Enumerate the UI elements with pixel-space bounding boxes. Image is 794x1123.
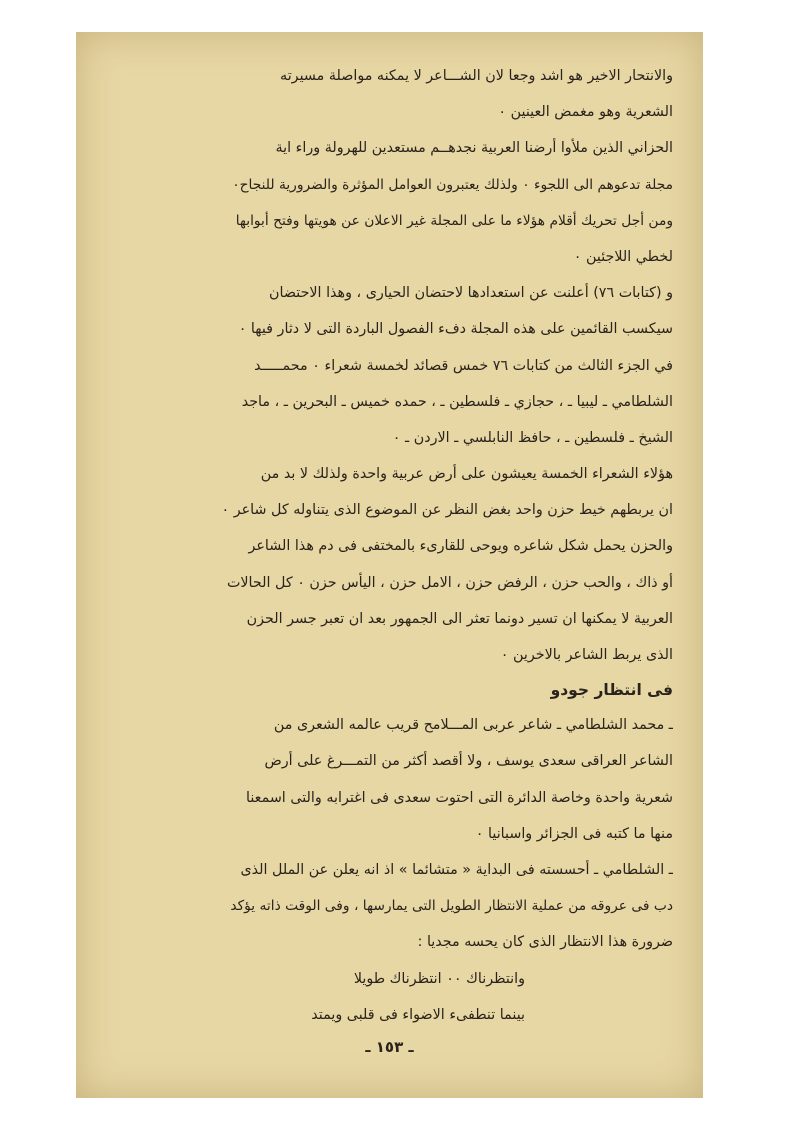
text-line: العربية لا يمكنها ان تسير دونما تعثر الى الجمهور بعد ان تعبر جسر الحزن — [246, 610, 673, 627]
body-text — [107, 58, 673, 1033]
text-line: منها ما كتبه فى الجزائر واسبانيا ٠ — [475, 825, 673, 842]
text-line: مجلة تدعوهم الى اللجوء ٠ ولذلك يعتبرون العوامل المؤثرة والضرورية للنجاح٠ — [232, 176, 673, 193]
text-line: هؤلاء الشعراء الخمسة يعيشون على أرض عربية واحدة ولذلك لا بد من — [260, 466, 673, 483]
text-line: ـ محمد الشلطامي ـ شاعر عربى المـــلامح قريب عالمه الشعرى من — [273, 717, 673, 734]
text-line: لخطي اللاجئين ٠ — [573, 248, 673, 265]
text-line: ضرورة هذا الانتظار الذى كان يحسه مجديا : — [417, 934, 673, 951]
text-line: الشعرية وهو مغمض العينين ٠ — [498, 104, 673, 121]
text-line: شعرية واحدة وخاصة الدائرة التى احتوت سعدى فى اغترابه والتى اسمعنا — [246, 789, 673, 806]
text-line: والحزن يحمل شكل شاعره ويوحى للقارىء بالمختفى فى دم هذا الشاعر — [248, 538, 673, 555]
poem-verse: وانتظرناك ٠٠ انتظرناك طويلا — [353, 970, 525, 987]
text-line: الشيخ ـ فلسطين ـ ، حافظ النابلسي ـ الاردن ـ ٠ — [392, 429, 673, 446]
text-line: ان يربطهم خيط حزن واحد بغض النظر عن الموضوع الذى يتناوله كل شاعر ٠ — [221, 502, 673, 519]
text-line: الحزاني الذين ملأوا أرضنا العربية نجدهــم مستعدين للهرولة وراء اية — [275, 140, 673, 157]
text-line: الشلطامي ـ ليبيا ـ ، حجازي ـ فلسطين ـ ، حمده خميس ـ البحرين ـ ، ماجد — [241, 393, 673, 410]
text-line: ـ الشلطامي ـ أحسسته فى البداية « متشائما » اذ انه يعلن عن الملل الذى — [240, 861, 673, 878]
section-heading: فى انتظار جودو — [550, 681, 673, 700]
page-number: ـ ١٥٣ ـ — [365, 1038, 414, 1056]
text-line: و (كتابات ٧٦) أعلنت عن استعدادها لاحتضان الحيارى ، وهذا الاحتضان — [269, 285, 673, 302]
text-line: الشاعر العراقى سعدى يوسف ، ولا أقصد أكثر من التمـــرغ على أرض — [264, 753, 673, 770]
text-line: الذى يربط الشاعر بالاخرين ٠ — [500, 647, 673, 663]
poem-verse: بينما تنطفىء الاضواء فى قلبى ويمتد — [311, 1006, 525, 1023]
scanned-page — [76, 32, 703, 1098]
text-line: أو ذاك ، والحب حزن ، الرفض حزن ، الامل حزن ، اليأس حزن ٠ كل الحالات — [226, 574, 673, 591]
text-line: ومن أجل تحريك أقلام هؤلاء ما على المجلة غير الاعلان عن هويتها وفتح أبوابها — [235, 212, 673, 229]
text-line: سيكسب القائمين على هذه المجلة دفء الفصول الباردة التى لا دثار فيها ٠ — [238, 321, 673, 338]
text-line: دب فى عروقه من عملية الانتظار الطويل التى يمارسها ، وفى الوقت ذاته يؤكد — [230, 898, 673, 915]
text-line: والانتحار الاخير هو اشد وجعا لان الشـــاعر لا يمكنه مواصلة مسيرته — [280, 68, 673, 84]
text-line: في الجزء الثالث من كتابات ٧٦ خمس قصائد لخمسة شعراء ٠ محمـــــد — [254, 357, 673, 374]
